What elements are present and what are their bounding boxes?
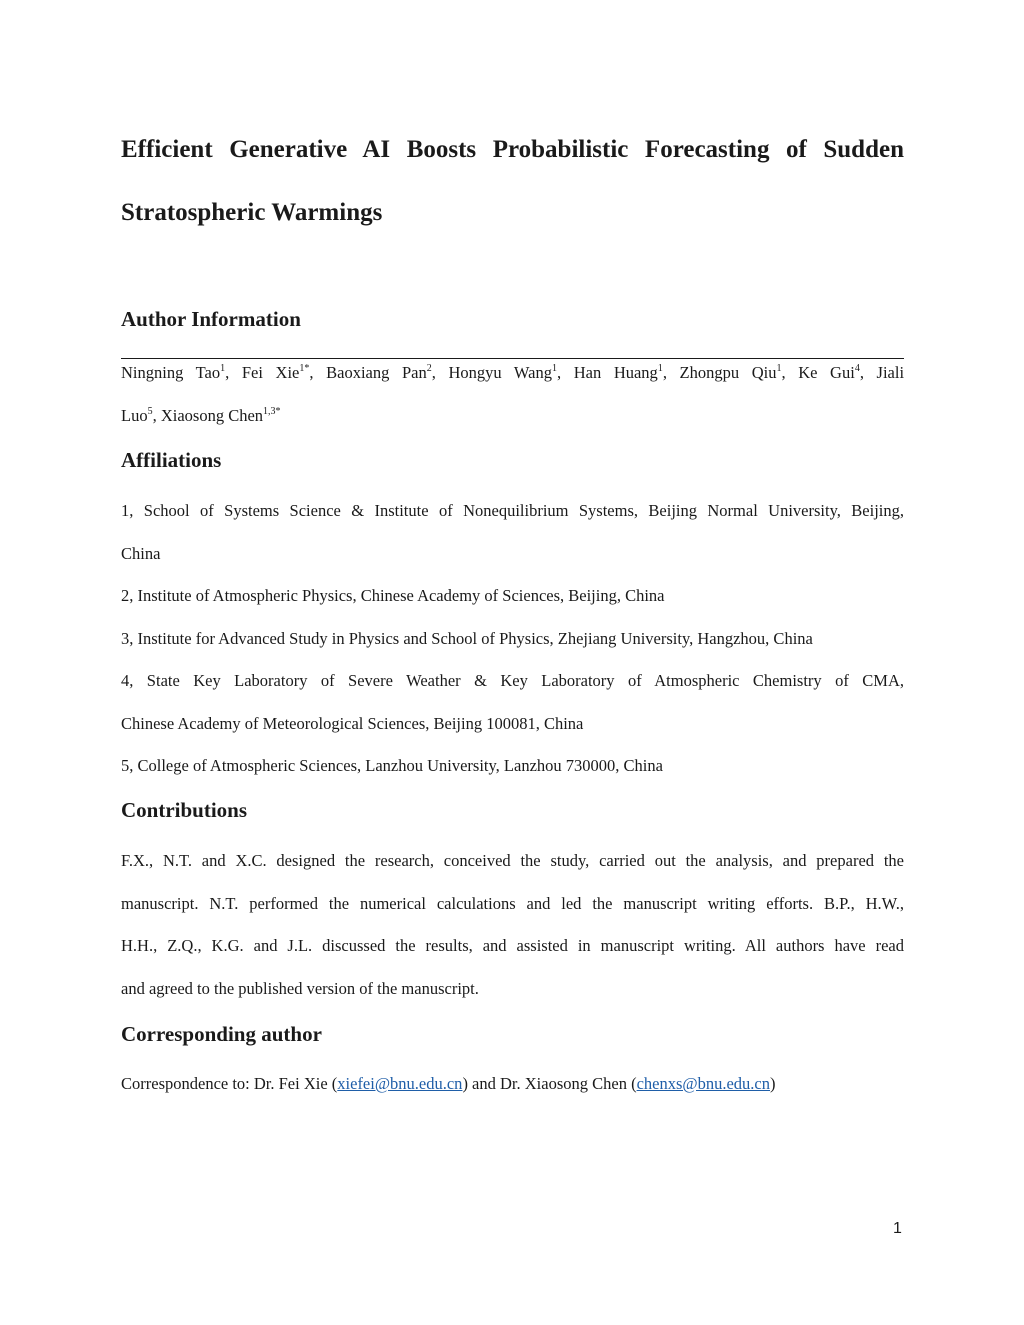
author-affiliation-mark: 5 <box>147 405 153 417</box>
author-list <box>121 352 904 437</box>
affiliations-list <box>121 490 904 788</box>
affiliation-item: 4, State Key Laboratory of Severe Weather & Key Laboratory of Atmospheric Chemistry of CMA, <box>121 671 904 690</box>
author-affiliation-mark: 1 <box>552 363 557 374</box>
affiliations-heading: Affiliations <box>121 448 222 472</box>
affiliation-item-continued: Chinese Academy of Meteorological Sciences, Beijing 100081, China <box>121 713 584 733</box>
email-link-chen[interactable]: chenxs@bnu.edu.cn <box>636 1074 770 1093</box>
affiliation-item: 1, School of Systems Science & Institute of Nonequilibrium Systems, Beijing Normal University, Beijing, <box>121 501 904 520</box>
affiliation-item: 5, College of Atmospheric Sciences, Lanzhou University, Lanzhou 730000, China <box>121 756 663 775</box>
author-name: Xiaosong Chen <box>160 405 264 425</box>
corresponding-author-heading: Corresponding author <box>121 1022 322 1046</box>
correspondence-line: Correspondence to: Dr. Fei Xie (xiefei@bnu.edu.cn) and Dr. Xiaosong Chen (chenxs@bnu.edu.cn) <box>121 1074 776 1093</box>
contributions-line: F.X., N.T. and X.C. designed the research, conceived the study, carried out the analysis, and prepared the <box>121 851 904 870</box>
author-name: Han Huang <box>573 363 658 382</box>
title-line-1: Efficient Generative AI Boosts Probabilistic Forecasting of Sudden <box>121 136 904 163</box>
author-list-line-2: Luo$^5$, Xiaosong Chen$^{1,3*}$ <box>121 405 281 425</box>
title-line-2: Stratospheric Warmings <box>121 199 383 226</box>
author-affiliation-mark: 1 <box>657 363 663 374</box>
author-name: Fei Xie <box>241 363 300 382</box>
author-affiliation-mark: 4 <box>854 363 860 374</box>
author-name: Ningning Tao <box>121 363 221 382</box>
author-name: Luo <box>121 405 148 425</box>
contributions-heading: Contributions <box>121 798 248 822</box>
author-affiliation-mark: 1 <box>220 363 226 374</box>
contributions-paragraph <box>121 840 904 1010</box>
author-affiliation-mark: 1 <box>776 363 782 374</box>
author-name: Zhongpu Qiu <box>679 363 777 382</box>
contributions-line: manuscript. N.T. performed the numerical calculations and led the manuscript writing efforts. B.P., H.W., <box>121 893 904 913</box>
author-list-line-1: Ningning Tao$^1$, Fei Xie$^{1*}$, Baoxiang Pan$^2$, Hongyu Wang$^1$, Han Huang$^1$, Zhongpu Qiu$^1$, Ke Gui$^4$, Jiali <box>121 363 905 382</box>
affiliation-item-continued: China <box>121 543 161 563</box>
author-name: Jiali <box>876 363 905 382</box>
page-number: 1 <box>893 1220 902 1237</box>
contributions-line: and agreed to the published version of the manuscript. <box>121 978 479 998</box>
author-name: Hongyu Wang <box>448 363 552 382</box>
affiliation-item: 3, Institute for Advanced Study in Physics and School of Physics, Zhejiang University, Hangzhou, China <box>121 628 813 648</box>
correspondence-paragraph <box>121 1063 904 1106</box>
author-name: Ke Gui <box>798 363 855 382</box>
paper-title <box>121 118 904 244</box>
affiliation-item: 2, Institute of Atmospheric Physics, Chinese Academy of Sciences, Beijing, China <box>121 586 665 605</box>
author-information-heading: Author Information <box>121 307 301 331</box>
author-name: Baoxiang Pan <box>326 363 427 382</box>
email-link-xie[interactable]: xiefei@bnu.edu.cn <box>337 1074 463 1093</box>
author-affiliation-mark: 1* <box>299 363 310 374</box>
contributions-line: H.H., Z.Q., K.G. and J.L. discussed the results, and assisted in manuscript writing. All authors have read <box>121 936 904 955</box>
author-affiliation-mark: 2 <box>426 363 432 374</box>
author-affiliation-mark: 1,3* <box>263 405 281 417</box>
